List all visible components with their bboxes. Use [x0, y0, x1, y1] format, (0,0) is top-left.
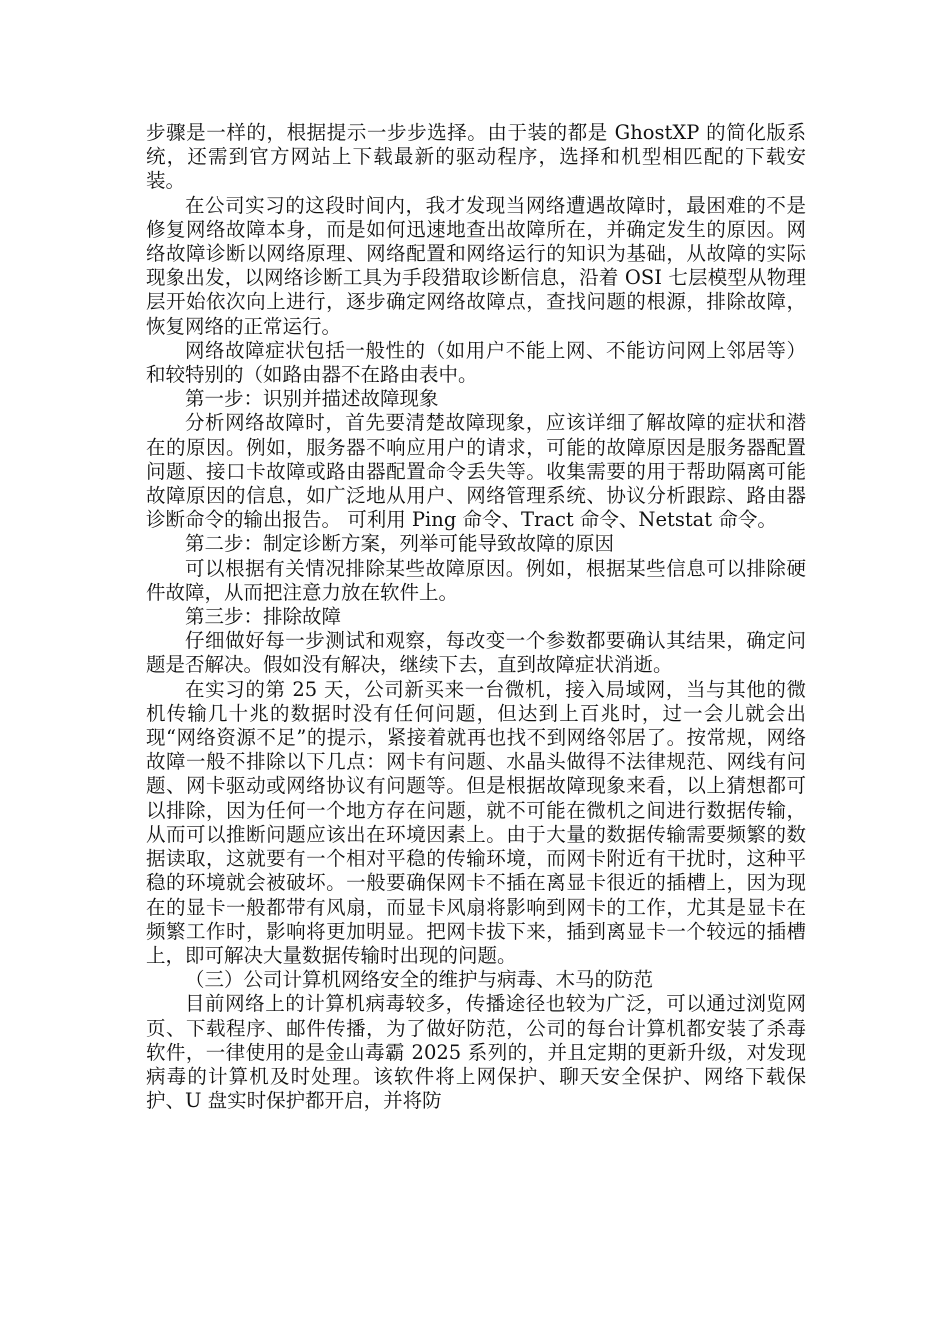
step-three-heading: 第三步：排除故障 — [185, 605, 342, 629]
paragraph-antivirus: 目前网络上的计算机病毒较多，传播途径也较为广泛，可以通过浏览网页、下载程序、邮件传播，为了做好防范，公司的每台计算机都安装了杀毒软件，一律使用的是金山毒霸 2025 系列的，并且定期的更新升级，对发现病毒的计算机及时处理。该软件将上网保护、聊天安全保护、网络下载保护、U 盘实时保护都开启，并将防 — [146, 992, 806, 1113]
paragraph-case-study: 在实习的第 25 天，公司新买来一台微机，接入局域网，当与其他的微机传输几十兆的数据时没有任何问题，但达到上百兆时，过一会儿就会出现“网络资源不足”的提示，紧接着就再也找不到网络邻居了。按常规，网络故障一般不排除以下几点：网卡有问题、水晶头做得不法律规范、网线有问题、网卡驱动或网络协议有问题等。但是根据故障现象来看，以上猜想都可以排除，因为任何一个地方存在问题，就不可能在微机之间进行数据传输，从而可以推断问题应该出在环境因素上。由于大量的数据传输需要频繁的数据读取，这就要有一个相对平稳的传输环境，而网卡附近有干扰时，这种平稳的环境就会被破坏。一般要确保网卡不插在离显卡很近的插槽上，因为现在的显卡一般都带有风扇，而显卡风扇将影响到网卡的工作，尤其是显卡在频繁工作时，影响将更加明显。把网卡拔下来，插到离显卡一个较远的插槽上，即可解决大量数据传输时出现的问题。 — [146, 677, 806, 967]
step-one-heading: 第一步：识别并描述故障现象 — [185, 387, 439, 411]
paragraph-internship-diagnosis: 在公司实习的这段时间内，我才发现当网络遭遇故障时，最困难的不是修复网络故障本身，而是如何迅速地查出故障所在，并确定发生的原因。网络故障诊断以网络原理、网络配置和网络运行的知识为基础，从故障的实际现象出发，以网络诊断工具为手段猎取诊断信息，沿着 OSI 七层模型从物理层开始依次向上进行，逐步确定网络故障点，查找问题的根源，排除故障，恢复网络的正常运行。 — [146, 193, 806, 338]
paragraph-fault-symptoms: 网络故障症状包括一般性的（如用户不能上网、不能访问网上邻居等）和较特别的（如路由器不在路由表中。 — [146, 338, 806, 387]
paragraph-analyze-fault: 分析网络故障时，首先要清楚故障现象，应该详细了解故障的症状和潜在的原因。例如，服务器不响应用户的请求，可能的故障原因是服务器配置问题、接口卡故障或路由器配置命令丢失等。收集需要的用于帮助隔离可能故障原因的信息，如广泛地从用户、网络管理系统、协议分析跟踪、路由器诊断命令的输出报告。 可利用 Ping 命令、Tract 命令、Netstat 命令。 — [146, 411, 806, 532]
paragraph-testing: 仔细做好每一步测试和观察，每改变一个参数都要确认其结果，确定问题是否解决。假如没有解决，继续下去，直到故障症状消逝。 — [146, 629, 806, 677]
step-two-heading: 第二步：制定诊断方案，列举可能导致故障的原因 — [185, 532, 615, 556]
document-body — [146, 121, 806, 1113]
paragraph-install-steps: 步骤是一样的，根据提示一步步选择。由于装的都是 GhostXP 的简化版系统，还需到官方网站上下载最新的驱动程序，选择和机型相匹配的下载安装。 — [146, 121, 806, 193]
paragraph-exclude-causes: 可以根据有关情况排除某些故障原因。例如，根据某些信息可以排除硬件故障，从而把注意力放在软件上。 — [146, 556, 806, 604]
section-heading-security: （三）公司计算机网络安全的维护与病毒、木马的防范 — [185, 968, 654, 992]
